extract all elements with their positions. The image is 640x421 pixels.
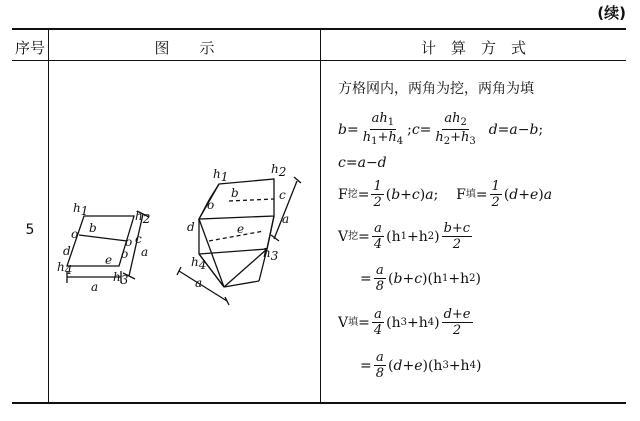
column-divider-2 (320, 29, 321, 403)
formula-c-a-d: c = a − d (338, 155, 387, 171)
formula-intro: 方格网内，两角为挖，两角为填 (338, 81, 534, 97)
right-label-o: o (207, 198, 215, 212)
right-label-c: c (279, 188, 286, 202)
formula-volume-fill-2: = $\frac{a}{8}$ ( d + e )(h 3 +h 4 ) (360, 350, 482, 381)
right-label-a-bottom: a (195, 276, 203, 290)
right-label-a-side: a (282, 212, 290, 226)
left-label-c: c (135, 232, 142, 246)
continued-label: (续) (597, 4, 626, 22)
left-label-a-side: a (141, 245, 149, 259)
left-label-d: d (63, 244, 71, 258)
formula-area: F 挖 = $\frac{1}{2}$ ( b + c ) a ; F 填 = $\frac{1}{2}$ ( d + e ) a (338, 179, 553, 210)
left-label-a-bottom: a (91, 280, 99, 294)
table-bottom-rule (12, 402, 626, 404)
left-label-e: e (105, 253, 113, 267)
table-top-rule (12, 28, 626, 30)
right-label-h3: h3 (263, 246, 279, 263)
formula-b-c: b = $\frac{ah_1}{h_1+h_4}$ ; c = $\frac{ah_2}{h_2+h_3}$ d = a − b ; (338, 111, 544, 147)
right-label-e: e (237, 222, 245, 236)
right-label-d: d (187, 220, 195, 234)
left-label-h1: h1 (73, 201, 89, 218)
left-label-b: b (89, 221, 97, 235)
right-label-b: b (231, 186, 239, 200)
left-label-h2: h2 (135, 209, 151, 226)
left-label-o2: o (125, 235, 133, 249)
header-col-figure: 图 示 (154, 38, 215, 57)
formula-volume-cut-2: = $\frac{a}{8}$ ( b + c )(h 1 +h 2 ) (360, 263, 481, 294)
left-cut-line (79, 235, 127, 241)
left-label-o3: o (121, 247, 129, 261)
right-label-h2: h2 (271, 162, 287, 179)
formula-volume-fill: V 填 = $\frac{a}{4}$ (h 3 +h 4 ) $\frac{d+e}{2}$ (338, 307, 471, 338)
left-label-h4: h4 (57, 260, 73, 277)
header-col-formula: 计 算 方 式 (420, 38, 526, 57)
right-label-h1: h1 (213, 167, 229, 184)
right-label-h4: h4 (191, 255, 207, 272)
formula-volume-cut: V 挖 = $\frac{a}{4}$ (h 1 +h 2 ) $\frac{b+c}{2}$ (338, 221, 471, 252)
header-col-number: 序号 (14, 38, 45, 57)
grid-square-diagram (49, 61, 319, 401)
row-number: 5 (25, 222, 35, 238)
left-label-o1: o (71, 227, 79, 241)
left-label-h3: h3 (113, 270, 129, 287)
